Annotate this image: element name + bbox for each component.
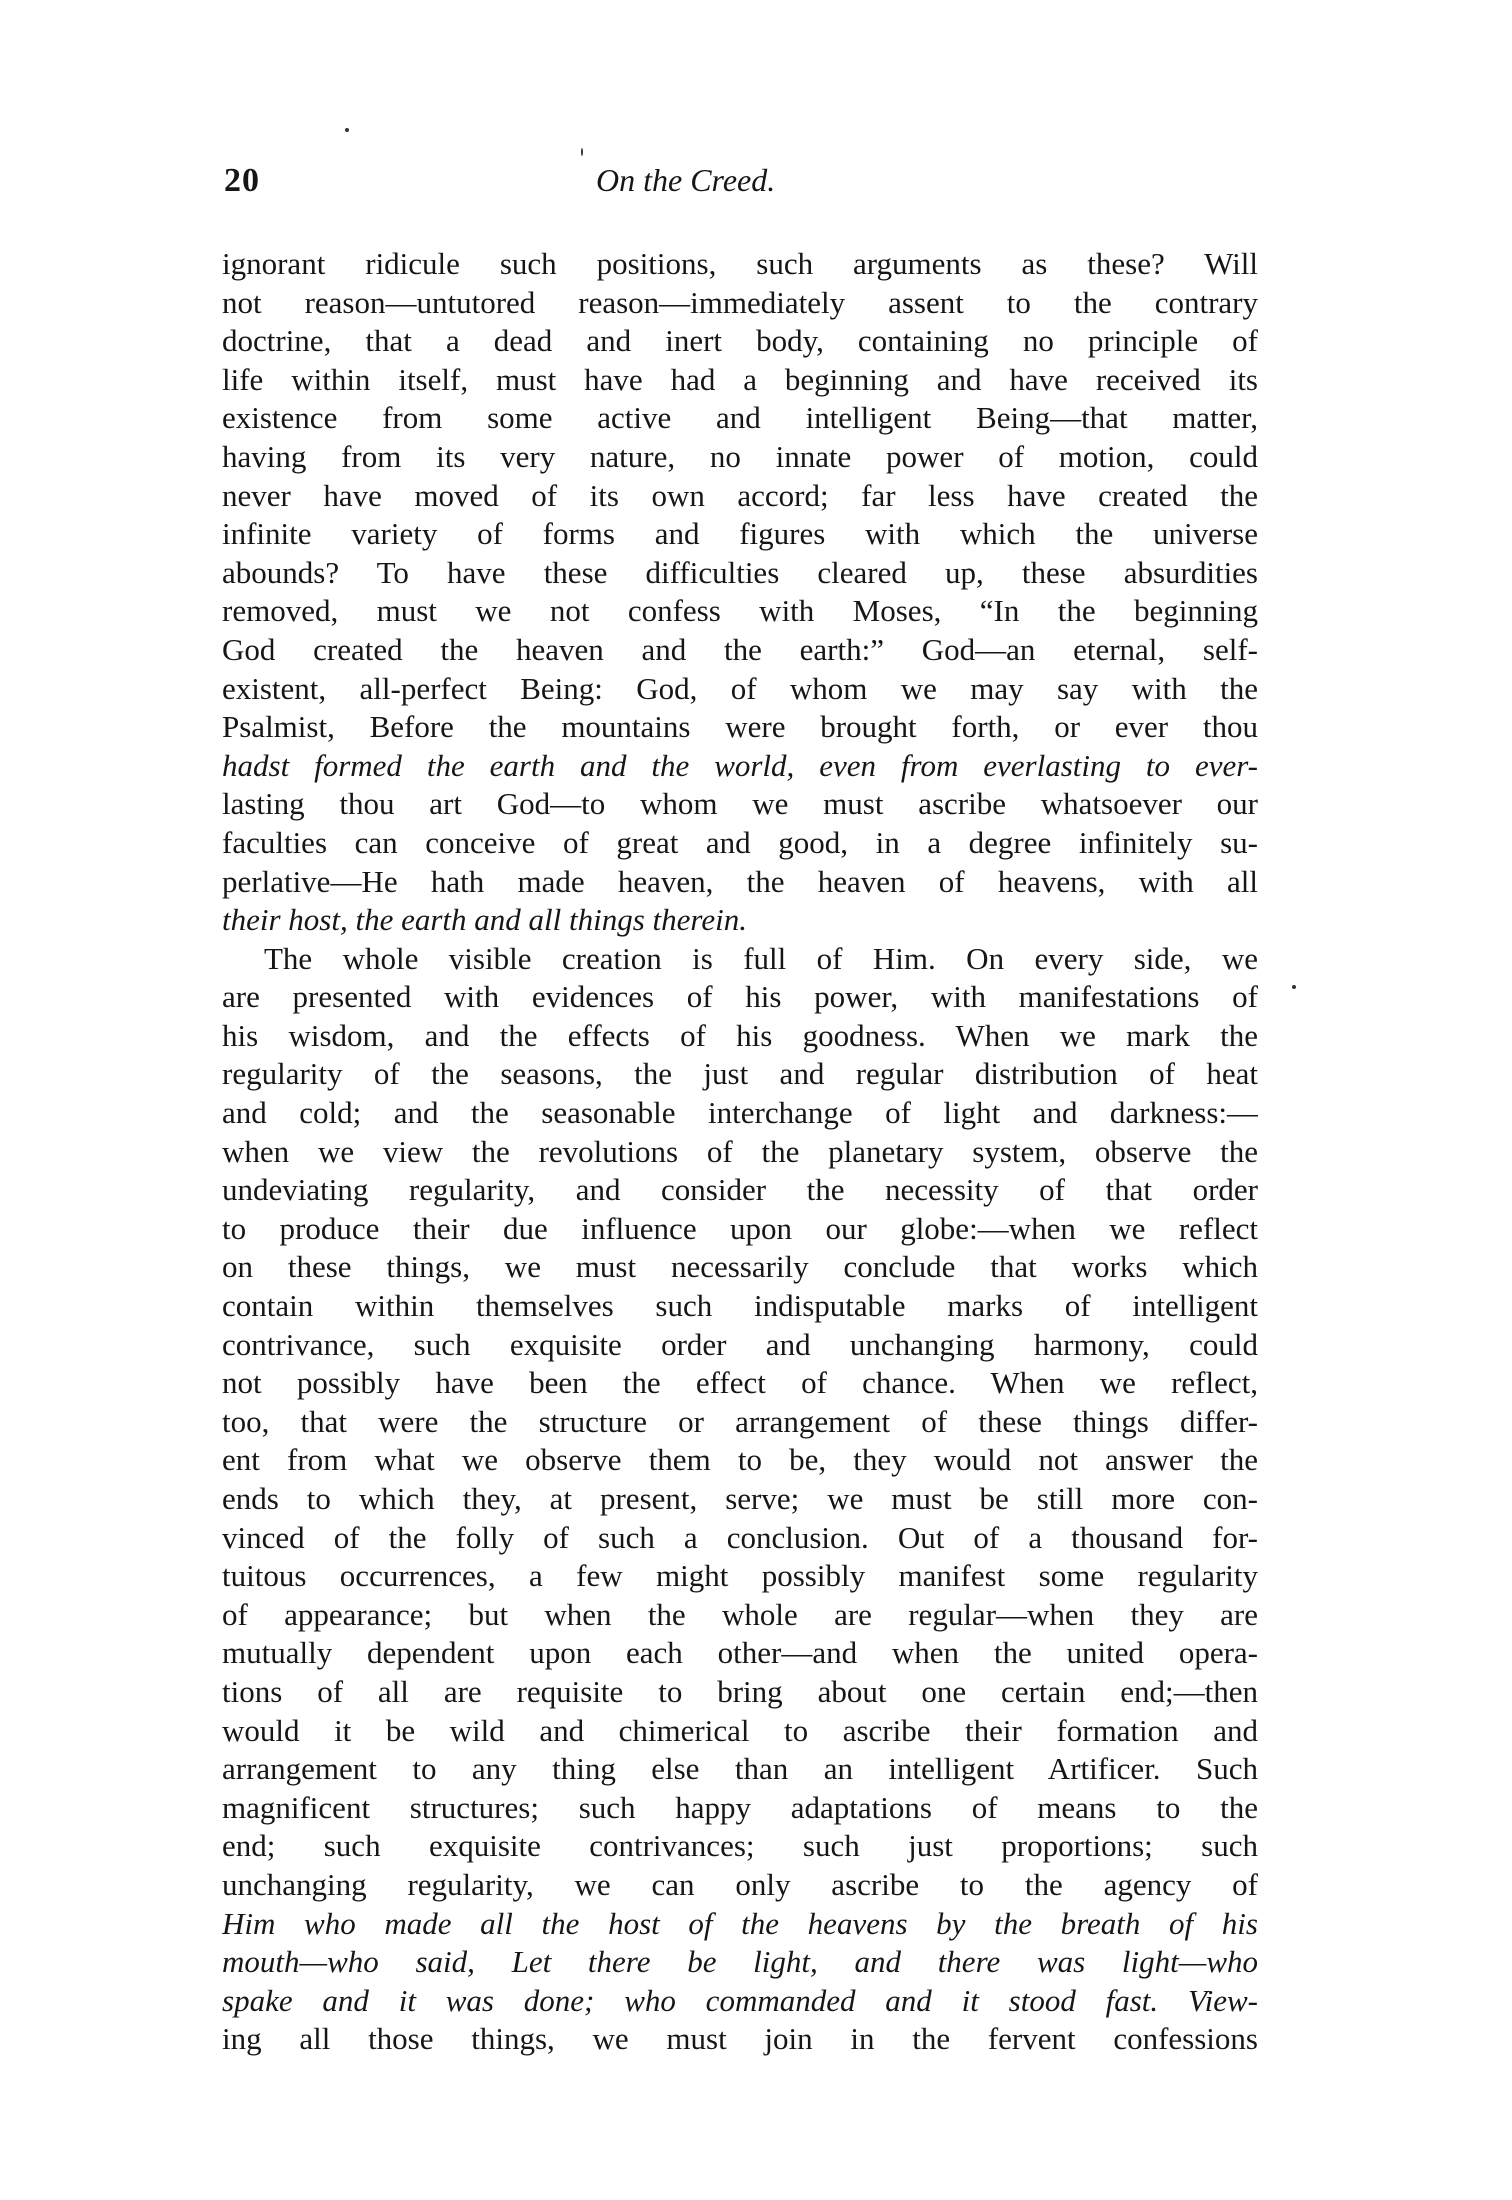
text-line: on these things, we must necessarily conclude that works which: [222, 1249, 1258, 1285]
text-line: vinced of the folly of such a conclusion. Out of a thousand for-: [222, 1519, 1258, 1555]
text-line: too, that were the structure or arrangement of these things differ-: [222, 1403, 1258, 1439]
text-line: life within itself, must have had a beginning and have received its: [222, 361, 1258, 397]
text-line: mutually dependent upon each other—and when the united opera-: [222, 1635, 1258, 1671]
running-title: On the Creed.: [596, 162, 776, 198]
text-line: spake and it was done; who commanded and it stood fast. View-: [222, 1982, 1258, 2018]
text-line: Psalmist, Before the mountains were brought forth, or ever thou: [222, 709, 1258, 745]
text-line: are presented with evidences of his power, with manifestations of: [222, 979, 1258, 1015]
text-line: end; such exquisite contrivances; such just proportions; such: [222, 1828, 1258, 1864]
text-line: ing all those things, we must join in the fervent confessions: [222, 2021, 1258, 2057]
text-line: contrivance, such exquisite order and unchanging harmony, could: [222, 1326, 1258, 1362]
text-line: tuitous occurrences, a few might possibly manifest some regularity: [222, 1558, 1258, 1594]
text-line: The whole visible creation is full of Him. On every side, we: [264, 940, 1258, 976]
text-line: regularity of the seasons, the just and regular distribution of heat: [222, 1056, 1258, 1092]
text-line: ignorant ridicule such positions, such arguments as these? Will: [222, 246, 1258, 281]
text-line: doctrine, that a dead and inert body, containing no principle of: [222, 323, 1258, 359]
text-line: infinite variety of forms and figures with which the universe: [222, 516, 1258, 552]
text-line: removed, must we not confess with Moses, “In the beginning: [222, 593, 1258, 629]
text-line: existence from some active and intelligent Being—that matter,: [222, 400, 1258, 436]
page-header: [224, 162, 1264, 212]
text-line: their host, the earth and all things therein.: [222, 902, 747, 938]
text-line: would it be wild and chimerical to ascribe their formation and: [222, 1712, 1258, 1748]
paragraph-2: [222, 940, 1258, 2059]
text-line: hadst formed the earth and the world, even from everlasting to ever-: [222, 747, 1258, 783]
text-line: tions of all are requisite to bring about one certain end;—then: [222, 1673, 1258, 1709]
text-line: and cold; and the seasonable interchange of light and darkness:—: [222, 1095, 1258, 1131]
text-line: faculties can conceive of great and good, in a degree infinitely su-: [222, 824, 1258, 860]
text-line: never have moved of its own accord; far less have created the: [222, 477, 1258, 513]
body-text: [222, 245, 1258, 2059]
text-line: his wisdom, and the effects of his goodness. When we mark the: [222, 1017, 1258, 1053]
text-line: unchanging regularity, we can only ascribe to the agency of: [222, 1866, 1258, 1902]
text-line: Him who made all the host of the heavens by the breath of his: [222, 1905, 1258, 1941]
ink-speck: [1292, 985, 1296, 989]
text-line: undeviating regularity, and consider the necessity of that order: [222, 1172, 1258, 1208]
text-line: ends to which they, at present, serve; we must be still more con-: [222, 1481, 1258, 1516]
page-number: 20: [224, 162, 260, 199]
text-line: ent from what we observe them to be, they would not answer the: [222, 1442, 1258, 1478]
text-line: not reason—untutored reason—immediately assent to the contrary: [222, 284, 1258, 320]
text-line: when we view the revolutions of the planetary system, observe the: [222, 1133, 1258, 1169]
text-line: mouth—who said, Let there be light, and there was light—who: [222, 1944, 1258, 1980]
text-line: magnificent structures; such happy adaptations of means to the: [222, 1789, 1258, 1825]
text-line: lasting thou art God—to whom we must ascribe whatsoever our: [222, 786, 1258, 822]
text-line: existent, all-perfect Being: God, of whom we may say with the: [222, 670, 1258, 706]
text-line: having from its very nature, no innate power of motion, could: [222, 438, 1258, 474]
text-line: of appearance; but when the whole are regular—when they are: [222, 1596, 1258, 1632]
text-line: contain within themselves such indisputable marks of intelligent: [222, 1288, 1258, 1324]
ink-speck: [581, 148, 583, 156]
text-line: perlative—He hath made heaven, the heaven of heavens, with all: [222, 863, 1258, 899]
text-line: to produce their due influence upon our globe:—when we reflect: [222, 1210, 1258, 1246]
text-line: not possibly have been the effect of chance. When we reflect,: [222, 1365, 1258, 1401]
ink-speck: [345, 128, 349, 132]
text-line: arrangement to any thing else than an intelligent Artificer. Such: [222, 1751, 1258, 1787]
text-line: abounds? To have these difficulties cleared up, these absurdities: [222, 554, 1258, 590]
paragraph-1: [222, 245, 1258, 940]
text-line: God created the heaven and the earth:” God—an eternal, self-: [222, 631, 1258, 667]
